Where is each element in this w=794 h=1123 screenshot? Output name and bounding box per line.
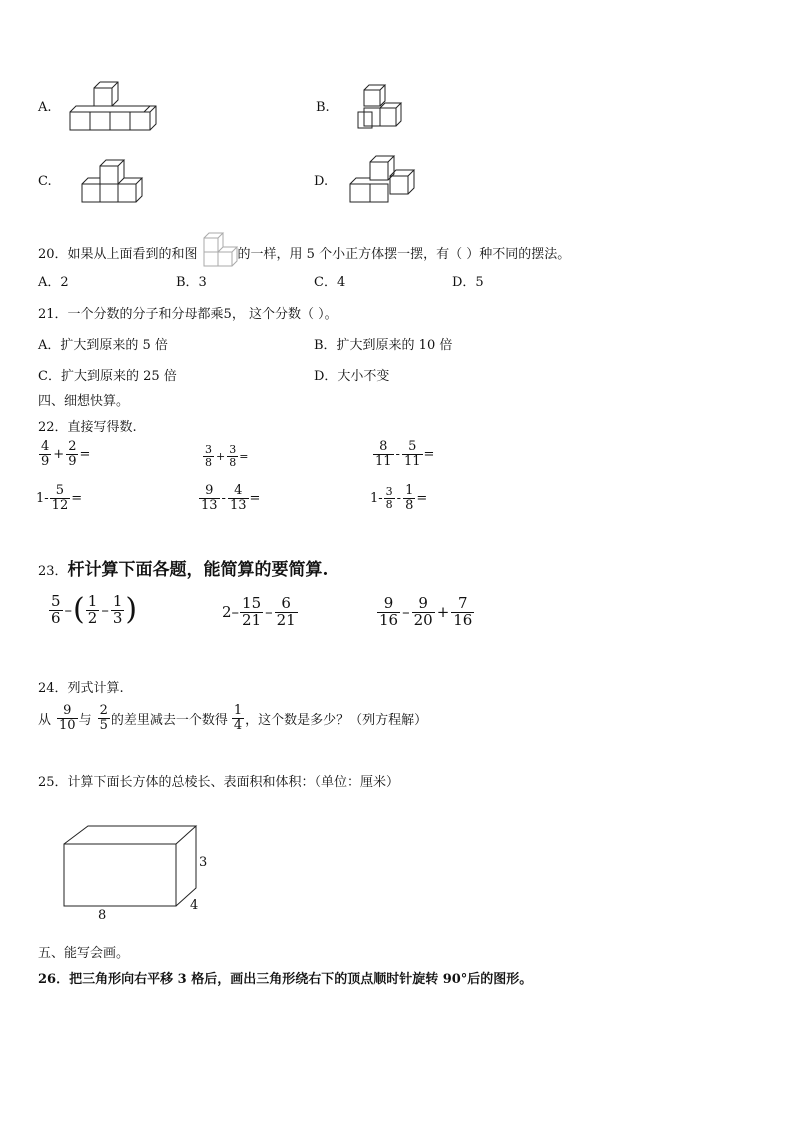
- q20-option-b: B．3: [176, 275, 207, 290]
- q21-option-a: A．扩大到原来的 5 倍: [38, 338, 168, 353]
- q22-expr-3: $\frac{8}{11}$ - $\frac{5}{11}$ =: [375, 439, 435, 469]
- q20-option-d: D．5: [452, 275, 484, 290]
- cube-figure-c: [80, 160, 146, 206]
- option-d-label: D.: [314, 174, 329, 189]
- q24-body: 从 $\frac{9}{10}$ 与 $\frac{2}{5}$ 的差里减去一个数得 $\frac{1}{4}$ ，这个数是多少？（列方程解）: [38, 703, 428, 733]
- question-26: 26．把三角形向右平移 3 格后，画出三角形绕右下的顶点顺时针旋转 90°后的图形。: [38, 972, 533, 987]
- question-20-text-pre: 20．如果从上面看到的和图: [38, 246, 198, 262]
- section-4-heading: 四、细想快算。: [38, 394, 130, 409]
- q22-expr-5: $\frac{9}{13}$ - $\frac{4}{13}$ =: [201, 483, 261, 513]
- question-25: 25．计算下面长方体的总棱长、表面积和体积：（单位：厘米）: [38, 775, 400, 790]
- left-paren: (: [73, 592, 85, 628]
- q22-expr-1: $\frac{4}{9}$ + $\frac{2}{9}$ =: [41, 439, 91, 469]
- q23-expr-1: $\frac{5}{6}$ – ( $\frac{1}{2}$ – $\frac{1}{3}$ ): [51, 592, 138, 628]
- top-view-figure: [200, 234, 236, 270]
- right-paren: ): [125, 592, 138, 628]
- q21-option-d: D．大小不变: [314, 369, 390, 384]
- q22-expr-2: $\frac{3}{8}$ + $\frac{3}{8}$ =: [205, 443, 249, 469]
- cuboid-width-label: 4: [190, 898, 199, 913]
- section-5-heading: 五、能写会画。: [38, 946, 130, 961]
- question-22: 22．直接写得数.: [38, 420, 137, 435]
- q21-option-c: C．扩大到原来的 25 倍: [38, 369, 177, 384]
- cuboid-height-label: 3: [199, 855, 208, 870]
- cuboid-length-label: 8: [98, 908, 107, 923]
- q21-option-b: B．扩大到原来的 10 倍: [314, 338, 453, 353]
- question-20: [38, 234, 570, 270]
- q23-expr-3: $\frac{9}{16}$ – $\frac{9}{20}$ + $\frac{7}{16}$: [379, 594, 473, 629]
- q22-expr-6: 1- $\frac{3}{8}$ - $\frac{1}{8}$ =: [370, 483, 428, 513]
- cube-figure-b: [356, 86, 406, 132]
- q22-expr-4: 1- $\frac{5}{12}$ =: [36, 483, 83, 513]
- q20-option-c: C．4: [314, 275, 346, 290]
- question-21: 21．一个分数的分子和分母都乘5， 这个分数（ ）。: [38, 307, 338, 322]
- question-20-text-post: 的一样，用 5 个小正方体摆一摆，有（ ）种不同的摆法。: [237, 246, 571, 262]
- option-a-label: A.: [38, 100, 52, 115]
- option-c-label: C.: [38, 174, 52, 189]
- question-24: 24．列式计算.: [38, 681, 124, 696]
- q23-expr-2: 2– $\frac{15}{21}$ – $\frac{6}{21}$: [222, 594, 296, 629]
- cube-figure-d: [346, 154, 418, 206]
- question-23: 23． 杆计算下面各题，能简算的要简算.: [38, 560, 329, 580]
- option-b-label: B.: [316, 100, 330, 115]
- q20-option-a: A．2: [38, 275, 69, 290]
- cube-figure-a: [68, 86, 154, 134]
